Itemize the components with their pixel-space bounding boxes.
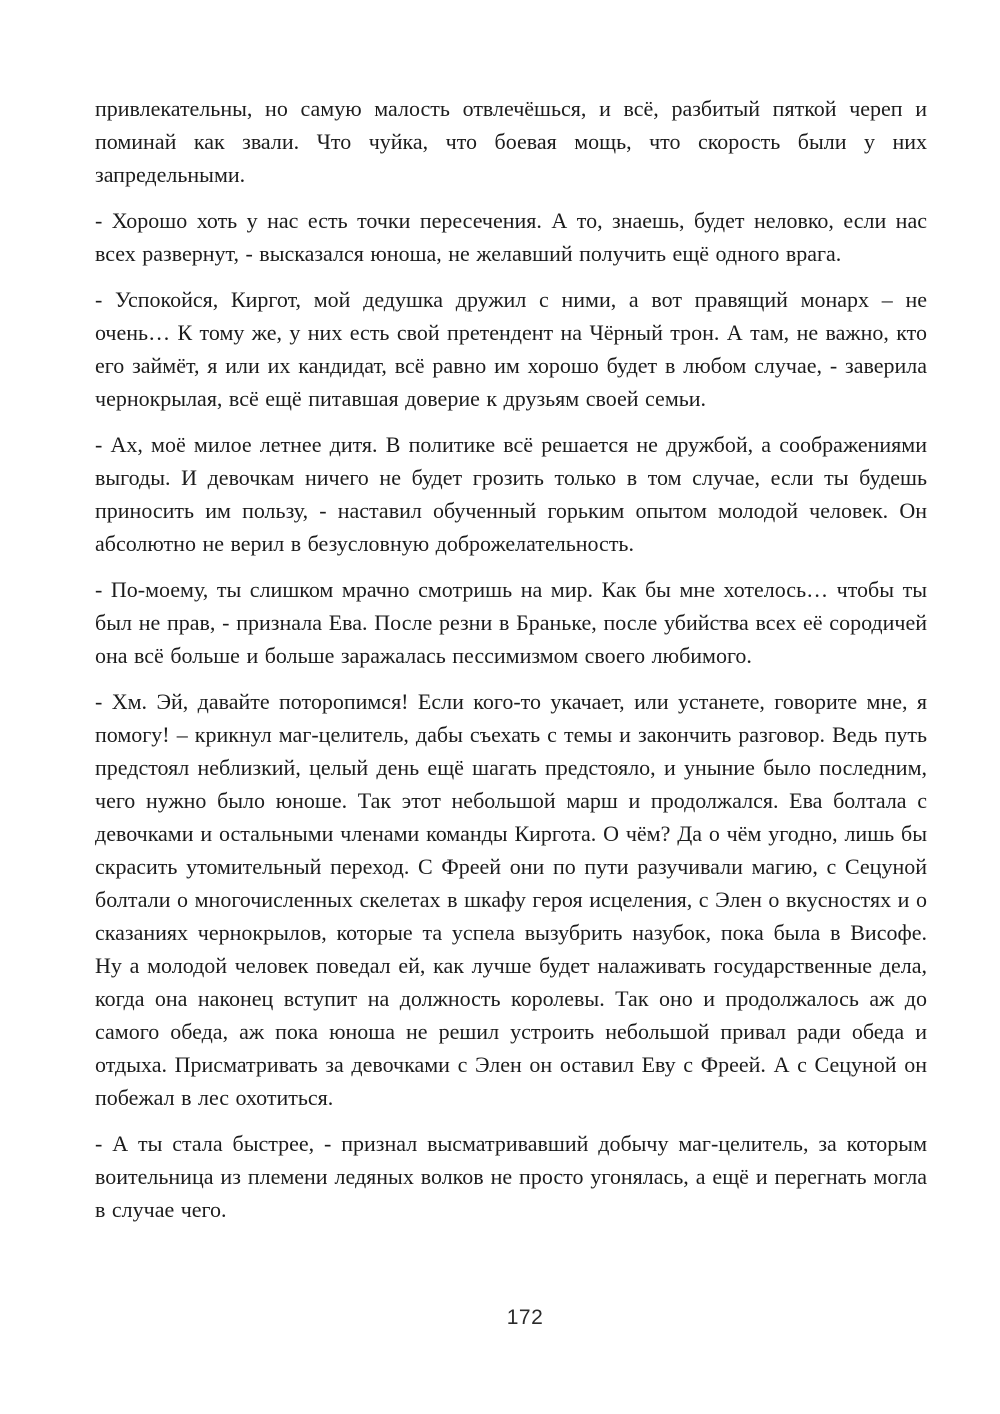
- page-text-block: [95, 92, 927, 1239]
- paragraph: - Успокойся, Киргот, мой дедушка дружил с ними, а вот правящий монарх – не очень… К тому же, у них есть свой претендент на Чёрный трон. А там, не важно, кто его займёт, я или их кандидат, всё равно им хорошо будет в любом случае, - заверила чернокрылая, всё ещё питавшая доверие к друзьям своей семьи.: [95, 287, 927, 411]
- paragraph: - Ах, моё милое летнее дитя. В политике всё решается не дружбой, а соображениями выгоды. И девочкам ничего не будет грозить только в том случае, если ты будешь приносить им пользу, - наставил обученный горьким опытом молодой человек. Он абсолютно не верил в безусловную доброжелательность.: [95, 432, 927, 556]
- paragraph: - Хм. Эй, давайте поторопимся! Если кого-то укачает, или устанете, говорите мне, я помогу! – крикнул маг-целитель, дабы съехать с темы и закончить разговор. Ведь путь предстоял неблизкий, целый день ещё шагать предстояло, и уныние было последним, чего нужно было юноше. Так этот небольшой марш и продолжался. Ева болтала с девочками и остальными членами команды Киргота. О чём? Да о чём угодно, лишь бы скрасить утомительный переход. С Фреей они по пути разучивали магию, с Сецуной болтали о многочисленных скелетах в шкафу героя исцеления, с Элен о вкусностях и о сказаниях чернокрылов, которые та успела вызубрить назубок, пока была в Висофе. Ну а молодой человек поведал ей, как лучше будет налаживать государственные дела, когда она наконец вступит на должность королевы. Так оно и продолжалось аж до самого обеда, аж пока юноша не решил устроить небольшой привал ради обеда и отдыха. Присматривать за девочками с Элен он оставил Еву с Фреей. А с Сецуной он побежал в лес охотиться.: [95, 689, 927, 1110]
- paragraph: - А ты стала быстрее, - признал высматривавший добычу маг-целитель, за которым воительница из племени ледяных волков не просто угонялась, а ещё и перегнать могла в случае чего.: [95, 1131, 927, 1222]
- page-footer: [95, 1306, 955, 1330]
- page-number: 172: [506, 1306, 544, 1329]
- paragraph: - По-моему, ты слишком мрачно смотришь на мир. Как бы мне хотелось… чтобы ты был не прав, - признала Ева. После резни в Браньке, после убийства всех её сородичей она всё больше и больше заражалась пессимизмом своего любимого.: [95, 577, 927, 668]
- paragraph: - Хорошо хоть у нас есть точки пересечения. А то, знаешь, будет неловко, если нас всех развернут, - высказался юноша, не желавший получить ещё одного врага.: [95, 208, 927, 266]
- paragraph: привлекательны, но самую малость отвлечёшься, и всё, разбитый пяткой череп и поминай как звали. Что чуйка, что боевая мощь, что скорость были у них запредельными.: [95, 96, 927, 187]
